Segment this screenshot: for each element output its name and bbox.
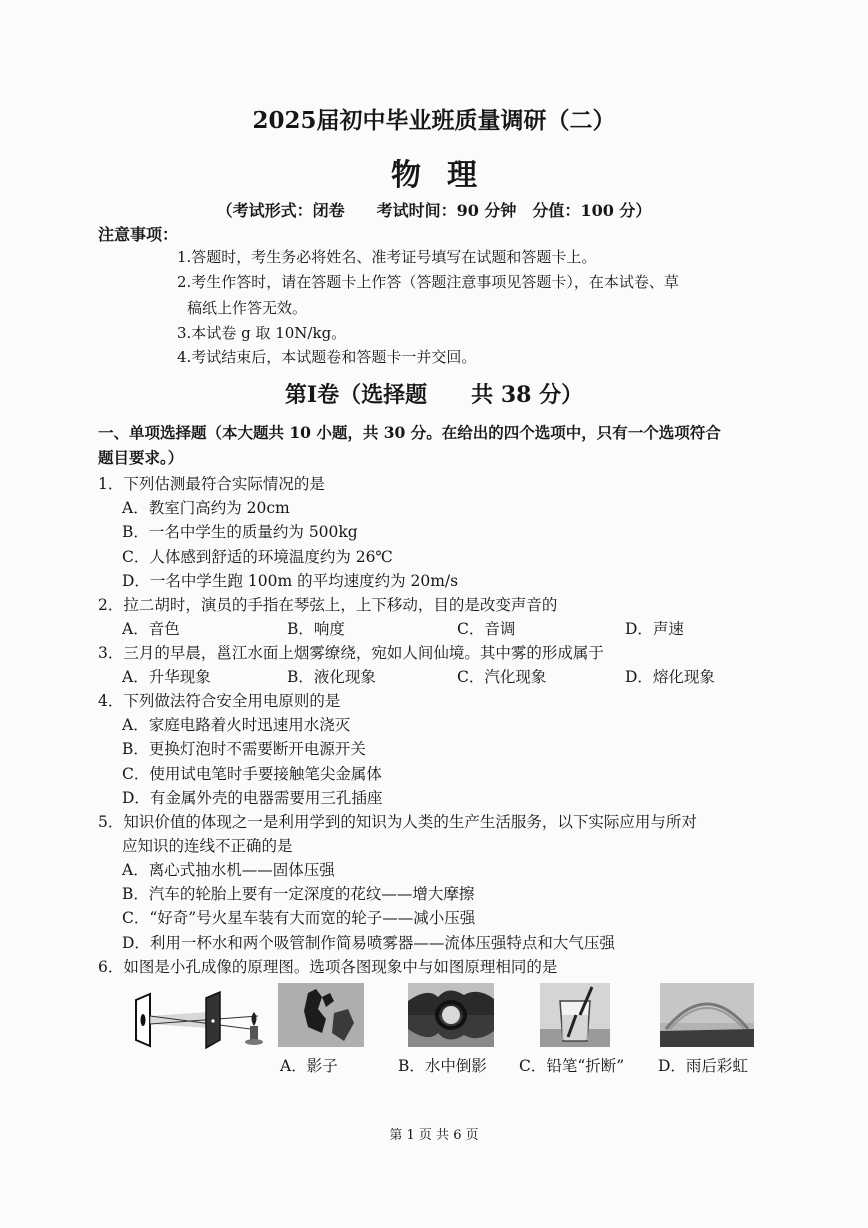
- part-heading-line2: 题目要求。）: [98, 448, 184, 467]
- question-2-stem: 2．拉二胡时，演员的手指在琴弦上，上下移动，目的是改变声音的: [98, 596, 558, 614]
- question-4-option-c: C．使用试电笔时手要接触笔尖金属体: [122, 765, 382, 783]
- question-1-option-a: A．教室门高约为 20cm: [122, 499, 290, 517]
- question-5-option-b: B．汽车的轮胎上要有一定深度的花纹——增大摩擦: [122, 885, 475, 903]
- page-number: 第 1 页 共 6 页: [389, 1128, 479, 1143]
- notice-item-1: 1.答题时，考生务必将姓名、准考证号填写在试题和答题卡上。: [177, 248, 597, 266]
- question-2-option-d: D．声速: [625, 620, 684, 638]
- question-6-option-d: D．雨后彩虹: [658, 1057, 748, 1075]
- question-3-option-d: D．熔化现象: [625, 668, 715, 686]
- notice-item-2: 2.考生作答时，请在答题卡上作答（答题注意事项见答题卡），在本试卷、草: [177, 273, 679, 291]
- question-2-option-c: C．音调: [457, 620, 516, 638]
- question-4-stem: 4．下列做法符合安全用电原则的是: [98, 692, 341, 710]
- question-6-option-b: B．水中倒影: [398, 1057, 487, 1075]
- question-1-option-b: B．一名中学生的质量约为 500kg: [122, 523, 358, 541]
- notice-item-3: 3.本试卷 g 取 10N/kg。: [177, 324, 347, 342]
- exam-info: （考试形式：闭卷 考试时间：90 分钟 分值：100 分）: [216, 201, 652, 220]
- question-5-option-d: D．利用一杯水和两个吸管制作简易喷雾器——流体压强特点和大气压强: [122, 934, 615, 952]
- subject-title: 物理: [391, 158, 503, 193]
- shadow-photo: [278, 983, 364, 1047]
- question-6-option-a: A．影子: [280, 1057, 338, 1075]
- question-2-option-b: B．响度: [287, 620, 345, 638]
- water-reflection-photo: [408, 983, 494, 1047]
- notice-item-2-cont: 稿纸上作答无效。: [187, 299, 308, 317]
- question-1-option-d: D．一名中学生跑 100m 的平均速度约为 20m/s: [122, 572, 459, 590]
- question-3-option-b: B．液化现象: [287, 668, 376, 686]
- question-5-option-a: A．离心式抽水机——固体压强: [122, 861, 335, 879]
- question-1-option-c: C．人体感到舒适的环境温度约为 26℃: [122, 548, 393, 566]
- exam-title: 2025届初中毕业班质量调研（二）: [252, 107, 616, 134]
- question-3-option-a: A．升华现象: [122, 668, 211, 686]
- rainbow-photo: [660, 983, 754, 1047]
- question-4-option-d: D．有金属外壳的电器需要用三孔插座: [122, 789, 383, 807]
- question-4-option-b: B．更换灯泡时不需要断开电源开关: [122, 740, 366, 758]
- question-3-option-c: C．汽化现象: [457, 668, 547, 686]
- question-5-stem-line1: 5．知识价值的体现之一是利用学到的知识为人类的生产生活服务，以下实际应用与所对: [98, 813, 697, 831]
- question-2-option-a: A．音色: [122, 620, 180, 638]
- question-6-stem: 6．如图是小孔成像的原理图。选项各图现象中与如图原理相同的是: [98, 958, 558, 976]
- pencil-in-water-photo: [540, 983, 610, 1047]
- question-5-option-c: C．“好奇”号火星车装有大而宽的轮子——减小压强: [122, 909, 476, 927]
- question-1-stem: 1．下列估测最符合实际情况的是: [98, 475, 325, 493]
- notice-heading: 注意事项：: [98, 225, 179, 244]
- pinhole-diagram: [128, 990, 268, 1052]
- question-6-option-c: C．铅笔“折断”: [519, 1057, 625, 1075]
- question-5-stem-line2: 应知识的连线不正确的是: [122, 837, 293, 855]
- notice-item-4: 4.考试结束后，本试题卷和答题卡一并交回。: [177, 348, 477, 366]
- part-heading-line1: 一、单项选择题（本大题共 10 小题，共 30 分。在给出的四个选项中，只有一个选项符合: [98, 423, 721, 442]
- section-title: 第Ⅰ卷（选择题 共 38 分）: [284, 382, 584, 408]
- question-4-option-a: A．家庭电路着火时迅速用水浇灭: [122, 716, 351, 734]
- question-3-stem: 3．三月的早晨，邕江水面上烟雾缭绕，宛如人间仙境。其中雾的形成属于: [98, 644, 604, 662]
